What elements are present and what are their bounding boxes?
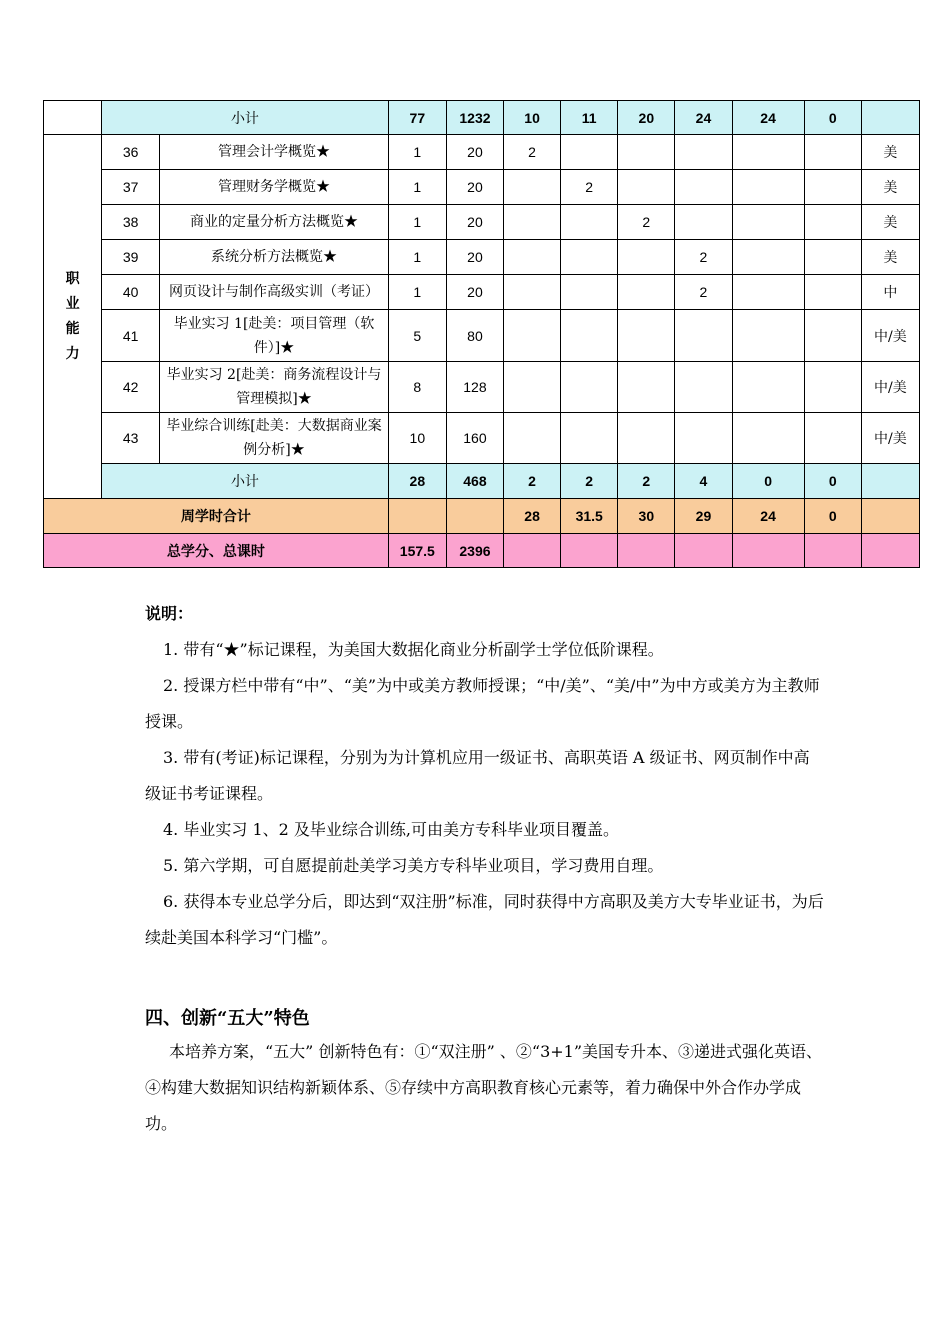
term-cell: 29 [675, 499, 732, 534]
term-cell [504, 310, 561, 362]
course-number: 36 [102, 135, 160, 170]
table-row [44, 170, 920, 205]
term-cell [618, 310, 675, 362]
term-cell [618, 135, 675, 170]
table-row [44, 135, 920, 170]
mode-cell: 中 [861, 275, 919, 310]
mode-cell: 中/美 [861, 310, 919, 362]
table-row [44, 413, 920, 464]
term-cell [675, 170, 732, 205]
term-cell [618, 362, 675, 413]
course-credits: 10 [388, 413, 446, 464]
course-number: 43 [102, 413, 160, 464]
course-credits: 1 [388, 275, 446, 310]
course-hours: 20 [446, 205, 503, 240]
term-cell: 2 [504, 135, 561, 170]
table-row [44, 362, 920, 413]
term-cell: 10 [504, 101, 561, 135]
term-cell [561, 275, 618, 310]
term-cell [732, 534, 804, 568]
term-cell [561, 413, 618, 464]
course-name: 毕业实习 2[赴美：商务流程设计与管理模拟]★ [160, 362, 389, 413]
course-name: 商业的定量分析方法概览★ [160, 205, 389, 240]
term-cell: 2 [618, 205, 675, 240]
term-cell [618, 275, 675, 310]
term-cell [732, 205, 804, 240]
course-number: 39 [102, 240, 160, 275]
term-cell [504, 170, 561, 205]
table-row [44, 205, 920, 240]
term-cell: 28 [504, 499, 561, 534]
course-credits: 1 [388, 240, 446, 275]
term-cell: 2 [675, 275, 732, 310]
term-cell: 2 [618, 464, 675, 499]
grand-total-credits: 157.5 [388, 534, 446, 568]
note-item: 5. 第六学期，可自愿提前赴美学习美方专科毕业项目，学习费用自理。 [163, 856, 664, 875]
term-cell [732, 170, 804, 205]
term-cell [732, 310, 804, 362]
term-cell [561, 534, 618, 568]
term-cell: 0 [804, 499, 861, 534]
section-heading: 四、创新“五大”特色 [145, 1008, 310, 1029]
term-cell [618, 170, 675, 205]
term-cell [504, 413, 561, 464]
mode-cell: 中/美 [861, 362, 919, 413]
term-cell: 11 [561, 101, 618, 135]
term-cell: 2 [561, 170, 618, 205]
mode-cell: 美 [861, 240, 919, 275]
subtotal-credits: 77 [388, 101, 446, 135]
term-cell: 30 [618, 499, 675, 534]
curriculum-table [43, 100, 920, 568]
course-hours: 160 [446, 413, 503, 464]
term-cell [732, 240, 804, 275]
term-cell: 0 [804, 464, 861, 499]
category-label: 职 业 能 力 [44, 135, 102, 499]
course-number: 42 [102, 362, 160, 413]
course-credits: 5 [388, 310, 446, 362]
term-cell: 2 [504, 464, 561, 499]
course-hours: 128 [446, 362, 503, 413]
course-name: 管理会计学概览★ [160, 135, 389, 170]
note-item: 4. 毕业实习 1、2 及毕业综合训练,可由美方专科毕业项目覆盖。 [163, 820, 619, 839]
term-cell: 24 [732, 499, 804, 534]
subtotal-row-1 [44, 101, 920, 135]
note-item: 3. 带有(考证)标记课程，分别为为计算机应用一级证书、高职英语 A 级证书、网页制作中高级证书考证课程。 [145, 748, 810, 803]
note-item: 2. 授课方栏中带有“中”、“美”为中或美方教师授课；“中/美”、“美/中”为中方或美方为主教师授课。 [145, 676, 820, 731]
mode-cell [861, 499, 919, 534]
grand-total-label: 总学分、总课时 [44, 534, 389, 568]
term-cell [561, 240, 618, 275]
term-cell: 20 [618, 101, 675, 135]
course-name: 系统分析方法概览★ [160, 240, 389, 275]
subtotal-row-2 [44, 464, 920, 499]
term-cell [504, 205, 561, 240]
weekly-credits [388, 499, 446, 534]
mode-cell: 美 [861, 205, 919, 240]
term-cell: 4 [675, 464, 732, 499]
mode-cell [861, 534, 919, 568]
term-cell [732, 275, 804, 310]
mode-cell: 美 [861, 135, 919, 170]
term-cell [804, 275, 861, 310]
term-cell [618, 534, 675, 568]
course-credits: 1 [388, 170, 446, 205]
empty-cell [44, 101, 102, 135]
term-cell [804, 534, 861, 568]
course-name: 毕业综合训练[赴美：大数据商业案例分析]★ [160, 413, 389, 464]
course-hours: 20 [446, 170, 503, 205]
grand-total-row [44, 534, 920, 568]
term-cell: 2 [561, 464, 618, 499]
mode-cell [861, 101, 919, 135]
term-cell [561, 135, 618, 170]
note-item: 1. 带有“★”标记课程，为美国大数据化商业分析副学士学位低阶课程。 [163, 640, 664, 659]
course-hours: 20 [446, 135, 503, 170]
term-cell [804, 135, 861, 170]
subtotal-hours: 468 [446, 464, 503, 499]
table-row [44, 275, 920, 310]
grand-total-hours: 2396 [446, 534, 503, 568]
weekly-hours [446, 499, 503, 534]
term-cell: 24 [675, 101, 732, 135]
term-cell [675, 534, 732, 568]
term-cell [561, 310, 618, 362]
term-cell [504, 240, 561, 275]
mode-cell [861, 464, 919, 499]
course-credits: 1 [388, 205, 446, 240]
section-body: 本培养方案，“五大” 创新特色有：①“双注册” 、②“3+1”美国专升本、③递进式强化英语、④构建大数据知识结构新颖体系、⑤存续中方高职教育核心元素等，着力确保中外合作办学成功。 [145, 1042, 823, 1133]
term-cell: 0 [804, 101, 861, 135]
term-cell [804, 310, 861, 362]
term-cell [804, 362, 861, 413]
weekly-total-row [44, 499, 920, 534]
course-name: 网页设计与制作高级实训（考证） [160, 275, 389, 310]
innovation-section [145, 1004, 825, 1142]
notes-title: 说明： [145, 604, 194, 623]
subtotal-hours: 1232 [446, 101, 503, 135]
term-cell: 31.5 [561, 499, 618, 534]
term-cell [561, 205, 618, 240]
course-hours: 20 [446, 240, 503, 275]
term-cell [561, 362, 618, 413]
term-cell [804, 413, 861, 464]
term-cell: 2 [675, 240, 732, 275]
weekly-total-label: 周学时合计 [44, 499, 389, 534]
course-number: 37 [102, 170, 160, 205]
mode-cell: 中/美 [861, 413, 919, 464]
course-name: 毕业实习 1[赴美：项目管理（软件）]★ [160, 310, 389, 362]
term-cell [504, 275, 561, 310]
notes-section [145, 596, 825, 956]
term-cell: 0 [732, 464, 804, 499]
term-cell [804, 240, 861, 275]
table-row [44, 240, 920, 275]
subtotal-label: 小计 [102, 464, 389, 499]
course-name: 管理财务学概览★ [160, 170, 389, 205]
term-cell [804, 170, 861, 205]
term-cell [618, 413, 675, 464]
term-cell [804, 205, 861, 240]
term-cell [675, 362, 732, 413]
course-hours: 20 [446, 275, 503, 310]
term-cell [732, 413, 804, 464]
term-cell [675, 205, 732, 240]
term-cell [675, 413, 732, 464]
term-cell [732, 135, 804, 170]
term-cell [504, 362, 561, 413]
note-item: 6. 获得本专业总学分后，即达到“双注册”标准，同时获得中方高职及美方大专毕业证书，为后续赴美国本科学习“门槛”。 [145, 892, 824, 947]
course-credits: 8 [388, 362, 446, 413]
course-hours: 80 [446, 310, 503, 362]
term-cell: 24 [732, 101, 804, 135]
term-cell [618, 240, 675, 275]
term-cell [675, 135, 732, 170]
subtotal-credits: 28 [388, 464, 446, 499]
course-number: 40 [102, 275, 160, 310]
mode-cell: 美 [861, 170, 919, 205]
course-number: 41 [102, 310, 160, 362]
term-cell [732, 362, 804, 413]
course-credits: 1 [388, 135, 446, 170]
subtotal-label: 小计 [102, 101, 389, 135]
course-number: 38 [102, 205, 160, 240]
term-cell [504, 534, 561, 568]
table-row [44, 310, 920, 362]
term-cell [675, 310, 732, 362]
